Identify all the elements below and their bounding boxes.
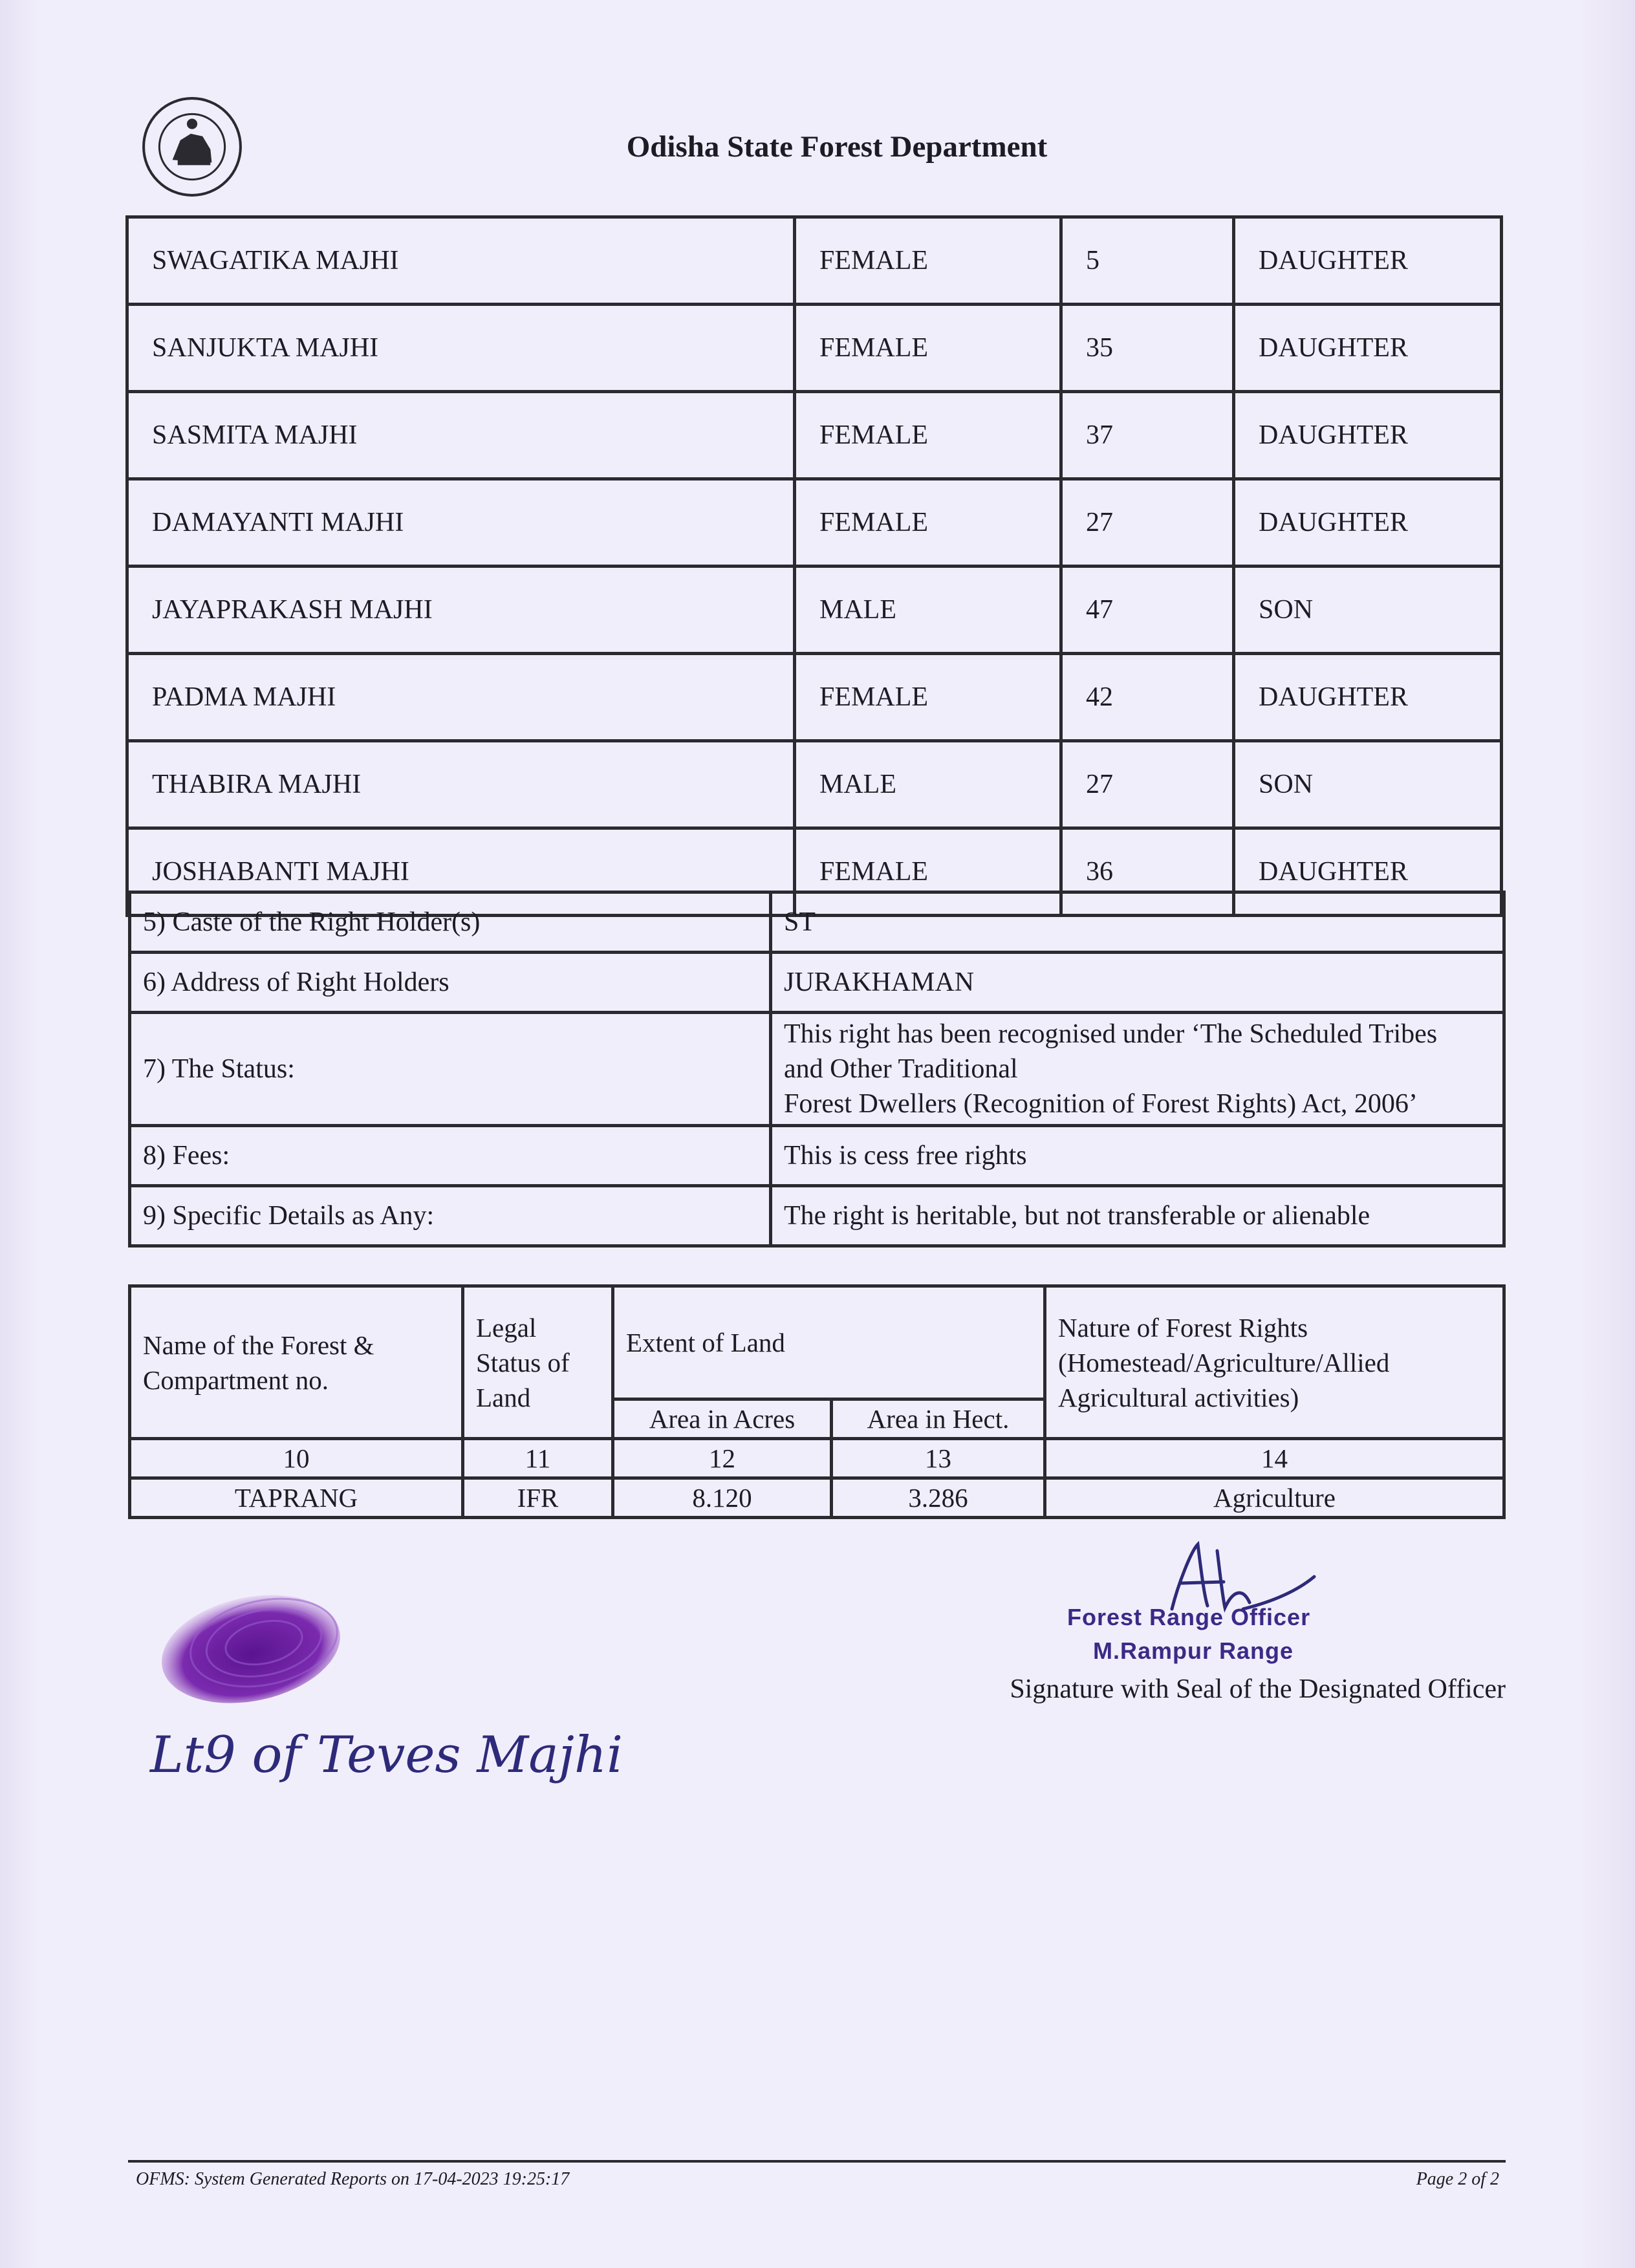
- header-text: Agricultural activities): [1058, 1382, 1299, 1412]
- caste-value: ST: [771, 892, 1504, 953]
- member-age: 36: [1061, 828, 1234, 916]
- member-gender: MALE: [795, 567, 1061, 654]
- page-title: Odisha State Forest Department: [626, 130, 1048, 164]
- member-name: SASMITA MAJHI: [127, 392, 795, 479]
- member-relation: DAUGHTER: [1234, 217, 1502, 305]
- member-name: DAMAYANTI MAJHI: [127, 479, 795, 567]
- seal-designation: Forest Range Officer: [1067, 1604, 1311, 1630]
- member-gender: FEMALE: [795, 479, 1061, 567]
- member-relation: DAUGHTER: [1234, 305, 1502, 392]
- header-area-acres: Area in Acres: [613, 1399, 832, 1439]
- member-relation: DAUGHTER: [1234, 828, 1502, 916]
- member-relation: SON: [1234, 741, 1502, 828]
- area-hect: 3.286: [832, 1478, 1045, 1518]
- header-text: Land: [476, 1382, 531, 1412]
- member-gender: FEMALE: [795, 305, 1061, 392]
- signature-caption: Signature with Seal of the Designated Officer: [1010, 1674, 1506, 1704]
- handwritten-annotation: [144, 1714, 687, 1804]
- header-text: (Homestead/Agriculture/Allied: [1058, 1347, 1390, 1377]
- member-gender: FEMALE: [795, 217, 1061, 305]
- member-age: 35: [1061, 305, 1234, 392]
- header-extent-of-land: Extent of Land: [613, 1286, 1045, 1399]
- member-age: 27: [1061, 479, 1234, 567]
- table-row: [130, 1478, 1504, 1518]
- table-row: [127, 654, 1502, 741]
- table-row: [127, 392, 1502, 479]
- table-row: [130, 1126, 1504, 1186]
- member-relation: SON: [1234, 567, 1502, 654]
- status-line: and Other Traditional: [784, 1054, 1018, 1084]
- caste-label: 5) Caste of the Right Holder(s): [130, 892, 771, 953]
- column-number-row: [130, 1439, 1504, 1478]
- member-relation: DAUGHTER: [1234, 392, 1502, 479]
- table-row: [127, 741, 1502, 828]
- thumbprint-icon: [154, 1578, 354, 1707]
- member-gender: FEMALE: [795, 828, 1061, 916]
- table-row: [130, 892, 1504, 953]
- status-value: [771, 1013, 1504, 1126]
- column-number: 12: [613, 1439, 832, 1478]
- column-number: 10: [130, 1439, 463, 1478]
- area-acres: 8.120: [613, 1478, 832, 1518]
- member-age: 5: [1061, 217, 1234, 305]
- member-name: SANJUKTA MAJHI: [127, 305, 795, 392]
- member-gender: FEMALE: [795, 392, 1061, 479]
- legal-status: IFR: [463, 1478, 613, 1518]
- nature-of-rights: Agriculture: [1045, 1478, 1504, 1518]
- status-line: This right has been recognised under ‘The Scheduled Tribes: [784, 1019, 1438, 1049]
- member-name: PADMA MAJHI: [127, 654, 795, 741]
- status-line: Forest Dwellers (Recognition of Forest Rights) Act, 2006’: [784, 1089, 1418, 1119]
- table-row: [127, 567, 1502, 654]
- header-text: Name of the Forest &: [143, 1330, 374, 1360]
- forest-name: TAPRANG: [130, 1478, 463, 1518]
- footer-divider: [128, 2160, 1506, 2163]
- status-label: 7) The Status:: [130, 1013, 771, 1126]
- column-number: 11: [463, 1439, 613, 1478]
- family-members-table: [125, 215, 1503, 917]
- rights-details-table: [128, 891, 1506, 1247]
- member-gender: FEMALE: [795, 654, 1061, 741]
- table-row: [127, 217, 1502, 305]
- member-name: THABIRA MAJHI: [127, 741, 795, 828]
- header-legal-status: [463, 1286, 613, 1439]
- table-header-row: [130, 1286, 1504, 1399]
- footer-report-info: OFMS: System Generated Reports on 17-04-2023 19:25:17: [136, 2169, 570, 2189]
- header-text: Legal: [476, 1312, 537, 1343]
- member-age: 47: [1061, 567, 1234, 654]
- header-text: Nature of Forest Rights: [1058, 1312, 1308, 1343]
- member-relation: DAUGHTER: [1234, 479, 1502, 567]
- member-relation: DAUGHTER: [1234, 654, 1502, 741]
- member-age: 37: [1061, 392, 1234, 479]
- header-text: Compartment no.: [143, 1365, 329, 1395]
- member-name: JAYAPRAKASH MAJHI: [127, 567, 795, 654]
- member-age: 42: [1061, 654, 1234, 741]
- header-forest-name: [130, 1286, 463, 1439]
- table-row: [127, 305, 1502, 392]
- handwritten-text: Lt9 of Teves Majhi: [150, 1726, 623, 1784]
- table-row: [127, 479, 1502, 567]
- header-area-hect: Area in Hect.: [832, 1399, 1045, 1439]
- specific-details-value: The right is heritable, but not transferable or alienable: [771, 1186, 1504, 1246]
- member-age: 27: [1061, 741, 1234, 828]
- column-number: 13: [832, 1439, 1045, 1478]
- footer-page-number: Page 2 of 2: [1416, 2169, 1499, 2189]
- table-row: [130, 1186, 1504, 1246]
- fees-label: 8) Fees:: [130, 1126, 771, 1186]
- member-gender: MALE: [795, 741, 1061, 828]
- header-text: Status of: [476, 1347, 570, 1377]
- land-details-table: [128, 1284, 1506, 1519]
- header-nature-of-rights: [1045, 1286, 1504, 1439]
- column-number: 14: [1045, 1439, 1504, 1478]
- table-row: [130, 1013, 1504, 1126]
- table-row: [130, 953, 1504, 1013]
- member-name: JOSHABANTI MAJHI: [127, 828, 795, 916]
- member-name: SWAGATIKA MAJHI: [127, 217, 795, 305]
- seal-range: M.Rampur Range: [1093, 1637, 1294, 1664]
- address-label: 6) Address of Right Holders: [130, 953, 771, 1013]
- address-value: JURAKHAMAN: [771, 953, 1504, 1013]
- fees-value: This is cess free rights: [771, 1126, 1504, 1186]
- specific-details-label: 9) Specific Details as Any:: [130, 1186, 771, 1246]
